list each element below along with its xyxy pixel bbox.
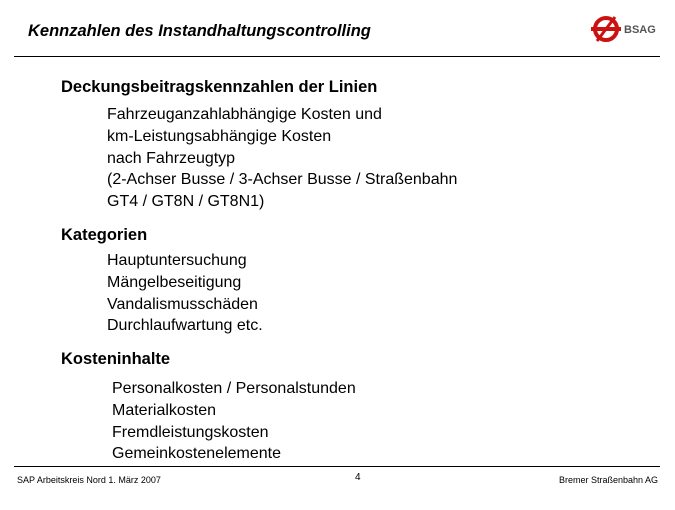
list-item: Mängelbeseitigung	[107, 273, 242, 291]
list-item: Fahrzeuganzahlabhängige Kosten und	[107, 106, 382, 123]
footer-event: SAP Arbeitskreis Nord 1. März 2007	[17, 475, 161, 485]
list-item: Gemeinkostenelemente	[112, 445, 281, 463]
list-item: km-Leistungsabhängige Kosten	[107, 127, 332, 145]
section-heading-kosteninhalte: Kosteninhalte	[61, 350, 171, 368]
list-item: Hauptuntersuchung	[107, 252, 247, 269]
bsag-logo	[590, 14, 660, 44]
title-divider	[14, 56, 660, 57]
section-heading-deckungsbeitrag: Deckungsbeitragskennzahlen der Linien	[61, 78, 378, 96]
list-item: (2-Achser Busse / 3-Achser Busse / Straßenbahn	[107, 171, 458, 189]
list-item: Durchlaufwartung etc.	[107, 317, 263, 335]
section-list-kategorien	[107, 250, 263, 337]
page-number: 4	[355, 472, 361, 483]
footer-company: Bremer Straßenbahn AG	[558, 475, 658, 485]
list-item: Fremdleistungskosten	[112, 423, 269, 441]
logo-wordmark: BSAG	[624, 24, 656, 36]
list-item: GT4 / GT8N / GT8N1)	[107, 193, 265, 211]
list-item: Personalkosten / Personalstunden	[112, 380, 356, 397]
footer-divider	[14, 466, 660, 467]
list-item: Vandalismusschäden	[107, 295, 258, 313]
list-item: Materialkosten	[112, 401, 217, 419]
section-list-deckungsbeitrag	[107, 104, 457, 213]
section-heading-kategorien: Kategorien	[61, 226, 148, 244]
list-item: nach Fahrzeugtyp	[107, 149, 236, 167]
slide-title: Kennzahlen des Instandhaltungscontrolling	[28, 22, 371, 40]
section-list-kosteninhalte	[112, 378, 356, 465]
